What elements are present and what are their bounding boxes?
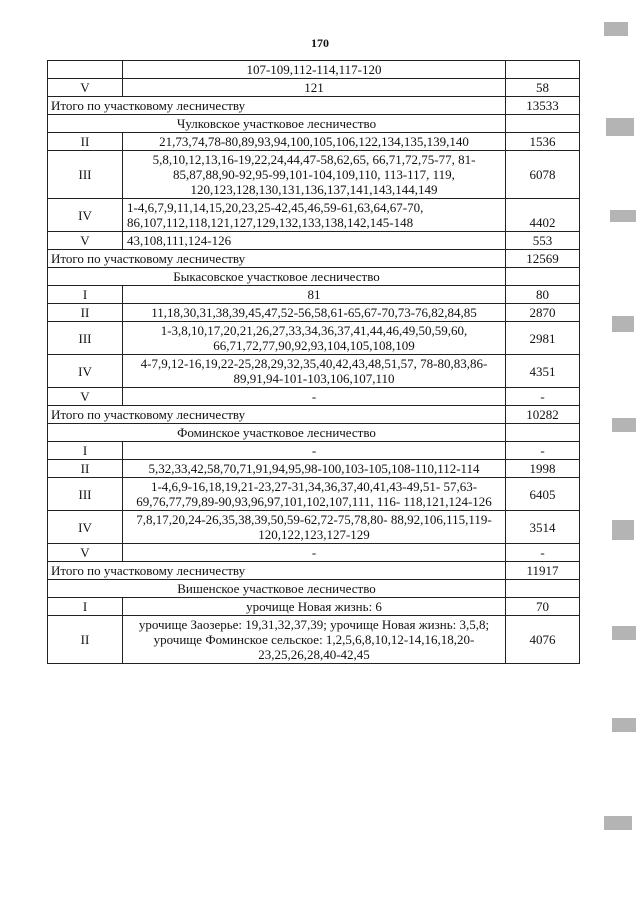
table-row: [48, 598, 580, 616]
age-class-cell: II: [48, 616, 123, 664]
age-class-cell: IV: [48, 199, 123, 232]
table-row: [48, 424, 580, 442]
age-class-cell: III: [48, 322, 123, 355]
area-cell: 2870: [506, 304, 580, 322]
section-heading: Чулковское участковое лесничество: [48, 115, 506, 133]
scan-artifact: [610, 210, 636, 222]
table-row: [48, 97, 580, 115]
total-label: Итого по участковому лесничеству: [48, 562, 506, 580]
empty-cell: [506, 268, 580, 286]
age-class-cell: III: [48, 151, 123, 199]
quarters-cell: 4-7,9,12-16,19,22-25,28,29,32,35,40,42,43,48,51,57, 78-80,83,86-89,91,94-101-103,106,107,110: [123, 355, 506, 388]
table-row: [48, 616, 580, 664]
total-label: Итого по участковому лесничеству: [48, 406, 506, 424]
quarters-cell: 5,32,33,42,58,70,71,91,94,95,98-100,103-105,108-110,112-114: [123, 460, 506, 478]
age-class-cell: V: [48, 79, 123, 97]
table-row: [48, 250, 580, 268]
table-row: [48, 304, 580, 322]
table-row: [48, 355, 580, 388]
table-row: [48, 199, 580, 232]
age-class-cell: [48, 61, 123, 79]
table-row: [48, 286, 580, 304]
table-row: [48, 562, 580, 580]
quarters-cell: 107-109,112-114,117-120: [123, 61, 506, 79]
area-cell: 4076: [506, 616, 580, 664]
area-cell: [506, 61, 580, 79]
area-cell: 6405: [506, 478, 580, 511]
area-cell: 58: [506, 79, 580, 97]
total-area: 13533: [506, 97, 580, 115]
area-cell: 6078: [506, 151, 580, 199]
page-number: 170: [311, 36, 329, 50]
total-label: Итого по участковому лесничеству: [48, 97, 506, 115]
quarters-cell: 11,18,30,31,38,39,45,47,52-56,58,61-65,67-70,73-76,82,84,85: [123, 304, 506, 322]
quarters-cell: урочище Заозерье: 19,31,32,37,39; урочище Новая жизнь: 3,5,8; урочище Фоминское сельское: 1,2,5,6,8,10,12-14,16,18,20-23,25,26,28,40-42,45: [123, 616, 506, 664]
area-cell: -: [506, 442, 580, 460]
area-cell: 553: [506, 232, 580, 250]
area-cell: 1536: [506, 133, 580, 151]
empty-cell: [506, 580, 580, 598]
empty-cell: [506, 424, 580, 442]
table-row: [48, 79, 580, 97]
area-cell: 2981: [506, 322, 580, 355]
scan-artifact: [612, 718, 636, 732]
age-class-cell: V: [48, 232, 123, 250]
age-class-cell: II: [48, 460, 123, 478]
empty-cell: [506, 115, 580, 133]
table-row: [48, 580, 580, 598]
quarters-cell: 81: [123, 286, 506, 304]
quarters-cell: -: [123, 388, 506, 406]
table-row: [48, 406, 580, 424]
area-cell: 3514: [506, 511, 580, 544]
age-class-cell: IV: [48, 511, 123, 544]
table-row: [48, 511, 580, 544]
area-cell: 4351: [506, 355, 580, 388]
age-class-cell: I: [48, 598, 123, 616]
area-cell: 1998: [506, 460, 580, 478]
section-heading: Быкасовское участковое лесничество: [48, 268, 506, 286]
age-class-cell: V: [48, 388, 123, 406]
age-class-cell: II: [48, 304, 123, 322]
table-row: [48, 133, 580, 151]
quarters-cell: 121: [123, 79, 506, 97]
area-cell: -: [506, 544, 580, 562]
scan-artifact: [604, 22, 628, 36]
age-class-cell: I: [48, 286, 123, 304]
age-class-cell: I: [48, 442, 123, 460]
total-area: 10282: [506, 406, 580, 424]
quarters-cell: 5,8,10,12,13,16-19,22,24,44,47-58,62,65, 66,71,72,75-77, 81-85,87,88,90-92,95-99,101-104,109,110, 113-117, 119, 120,123,128,130,131,136,137,141,143,144,149: [123, 151, 506, 199]
area-cell: 80: [506, 286, 580, 304]
age-class-cell: III: [48, 478, 123, 511]
table-row: [48, 232, 580, 250]
table-row: [48, 544, 580, 562]
quarters-cell: урочище Новая жизнь: 6: [123, 598, 506, 616]
scan-artifact: [612, 316, 634, 332]
area-cell: -: [506, 388, 580, 406]
scan-artifact: [612, 626, 636, 640]
section-heading: Вишенское участковое лесничество: [48, 580, 506, 598]
area-cell: 4402: [506, 199, 580, 232]
forest-quarters-table: [47, 60, 580, 664]
quarters-cell: 43,108,111,124-126: [123, 232, 506, 250]
quarters-cell: 1-3,8,10,17,20,21,26,27,33,34,36,37,41,44,46,49,50,59,60, 66,71,72,77,90,92,93,104,105,108,109: [123, 322, 506, 355]
table-row: [48, 268, 580, 286]
scan-artifact: [612, 418, 636, 432]
quarters-cell: -: [123, 544, 506, 562]
quarters-cell: 21,73,74,78-80,89,93,94,100,105,106,122,134,135,139,140: [123, 133, 506, 151]
age-class-cell: IV: [48, 355, 123, 388]
table-row: [48, 322, 580, 355]
scan-artifact: [606, 118, 634, 136]
quarters-cell: 1-4,6,7,9,11,14,15,20,23,25-42,45,46,59-61,63,64,67-70, 86,107,112,118,121,127,129,132,133,138,142,145-148: [123, 199, 506, 232]
quarters-cell: 7,8,17,20,24-26,35,38,39,50,59-62,72-75,78,80- 88,92,106,115,119-120,122,123,127-129: [123, 511, 506, 544]
quarters-cell: -: [123, 442, 506, 460]
table-row: [48, 151, 580, 199]
age-class-cell: V: [48, 544, 123, 562]
table-row: [48, 460, 580, 478]
table-row: [48, 478, 580, 511]
quarters-cell: 1-4,6,9-16,18,19,21-23,27-31,34,36,37,40,41,43-49,51- 57,63-69,76,77,79,89-90,93,96,97,101,102,107,111, 116- 118,121,124-126: [123, 478, 506, 511]
scan-artifact: [604, 816, 632, 830]
section-heading: Фоминское участковое лесничество: [48, 424, 506, 442]
scan-artifact: [612, 520, 634, 540]
table-row: [48, 388, 580, 406]
total-area: 12569: [506, 250, 580, 268]
table-row: [48, 61, 580, 79]
age-class-cell: II: [48, 133, 123, 151]
area-cell: 70: [506, 598, 580, 616]
total-area: 11917: [506, 562, 580, 580]
table-row: [48, 115, 580, 133]
table-row: [48, 442, 580, 460]
total-label: Итого по участковому лесничеству: [48, 250, 506, 268]
